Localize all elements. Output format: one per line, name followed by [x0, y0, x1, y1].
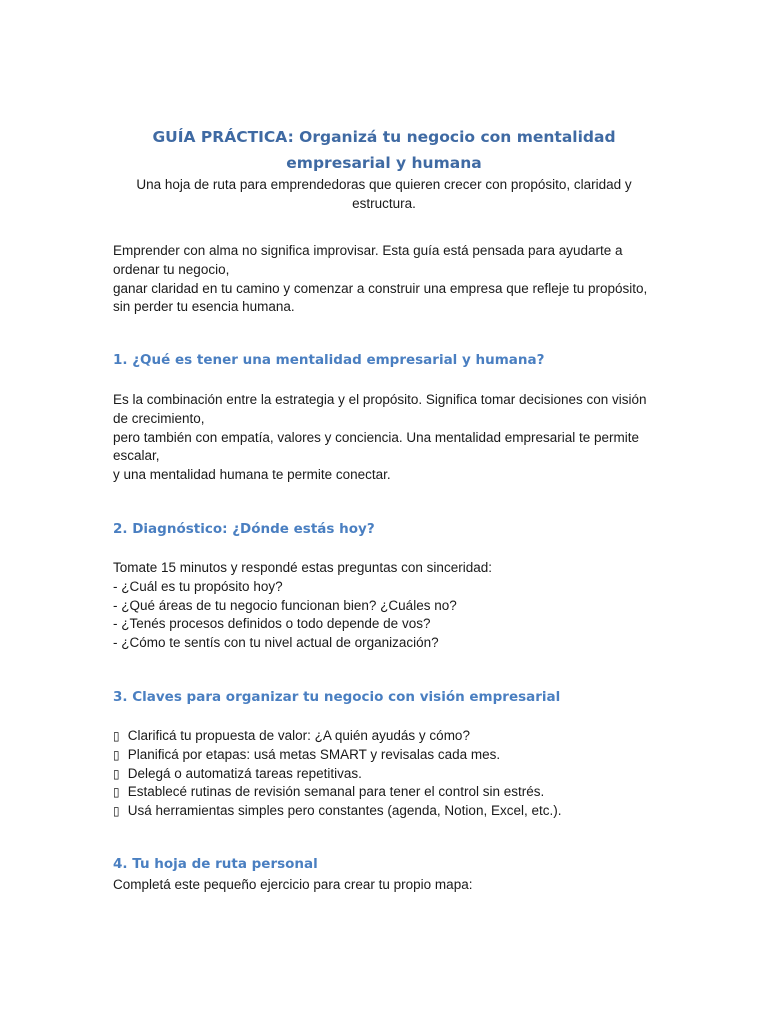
- intro-line: ganar claridad en tu camino y comenzar a construir una empresa que refleje tu propósito, sin perder tu esencia humana.: [113, 280, 648, 315]
- body-line: Es la combinación entre la estrategia y el propósito. Significa tomar decisiones con visión de crecimiento,: [113, 392, 647, 426]
- key-item: [113, 783, 661, 802]
- key-item: [113, 746, 661, 765]
- body-line: Completá este pequeño ejercicio para crear tu propio mapa:: [113, 877, 473, 892]
- section-3-body: [113, 727, 661, 821]
- key-item-text: Clarificá tu propuesta de valor: ¿A quién ayudás y cómo?: [127, 728, 470, 743]
- key-item: [113, 765, 661, 784]
- section-4-body: [113, 876, 661, 895]
- body-line: y una mentalidad humana te permite conectar.: [113, 467, 391, 483]
- checkbox-glyph-icon: ▯: [113, 747, 120, 762]
- question-item: - ¿Qué áreas de tu negocio funcionan bien? ¿Cuáles no?: [113, 597, 457, 613]
- key-item: [113, 727, 661, 746]
- section-1-body: [113, 391, 661, 485]
- checkbox-glyph-icon: ▯: [113, 785, 120, 800]
- key-item-text: Planificá por etapas: usá metas SMART y revisalas cada mes.: [127, 746, 501, 762]
- body-line: Tomate 15 minutos y respondé estas preguntas con sinceridad:: [113, 560, 492, 575]
- key-item-text: Usá herramientas simples pero constantes (agenda, Notion, Excel, etc.).: [127, 803, 562, 819]
- intro-line: Emprender con alma no significa improvisar. Esta guía está pensada para ayudarte a ordenar tu negocio,: [113, 243, 623, 277]
- question-item: - ¿Cómo te sentís con tu nivel actual de organización?: [113, 635, 439, 651]
- checkbox-glyph-icon: ▯: [113, 804, 120, 819]
- section-4-heading: 4. Tu hoja de ruta personal: [113, 856, 318, 872]
- intro-paragraph: [113, 242, 661, 317]
- checkbox-glyph-icon: ▯: [113, 766, 120, 781]
- body-line: pero también con empatía, valores y conciencia. Una mentalidad empresarial te permite escalar,: [113, 429, 640, 464]
- document-title: GUÍA PRÁCTICA: Organizá tu negocio con mentalidad empresarial y humana: [152, 128, 616, 172]
- document-subtitle: Una hoja de ruta para emprendedoras que quieren crecer con propósito, claridad y estructura.: [136, 177, 632, 211]
- section-2-body: [113, 559, 661, 653]
- question-item: - ¿Tenés procesos definidos o todo depende de vos?: [113, 616, 431, 632]
- question-item: - ¿Cuál es tu propósito hoy?: [113, 578, 283, 594]
- section-3-heading: 3. Claves para organizar tu negocio con visión empresarial: [113, 689, 561, 705]
- checkbox-glyph-icon: ▯: [113, 729, 120, 743]
- key-item-text: Delegá o automatizá tareas repetitivas.: [127, 765, 362, 781]
- section-1-heading: 1. ¿Qué es tener una mentalidad empresarial y humana?: [113, 352, 545, 368]
- section-2-heading: 2. Diagnóstico: ¿Dónde estás hoy?: [113, 521, 375, 537]
- key-item-text: Establecé rutinas de revisión semanal para tener el control sin estrés.: [127, 784, 545, 800]
- key-item: [113, 802, 661, 821]
